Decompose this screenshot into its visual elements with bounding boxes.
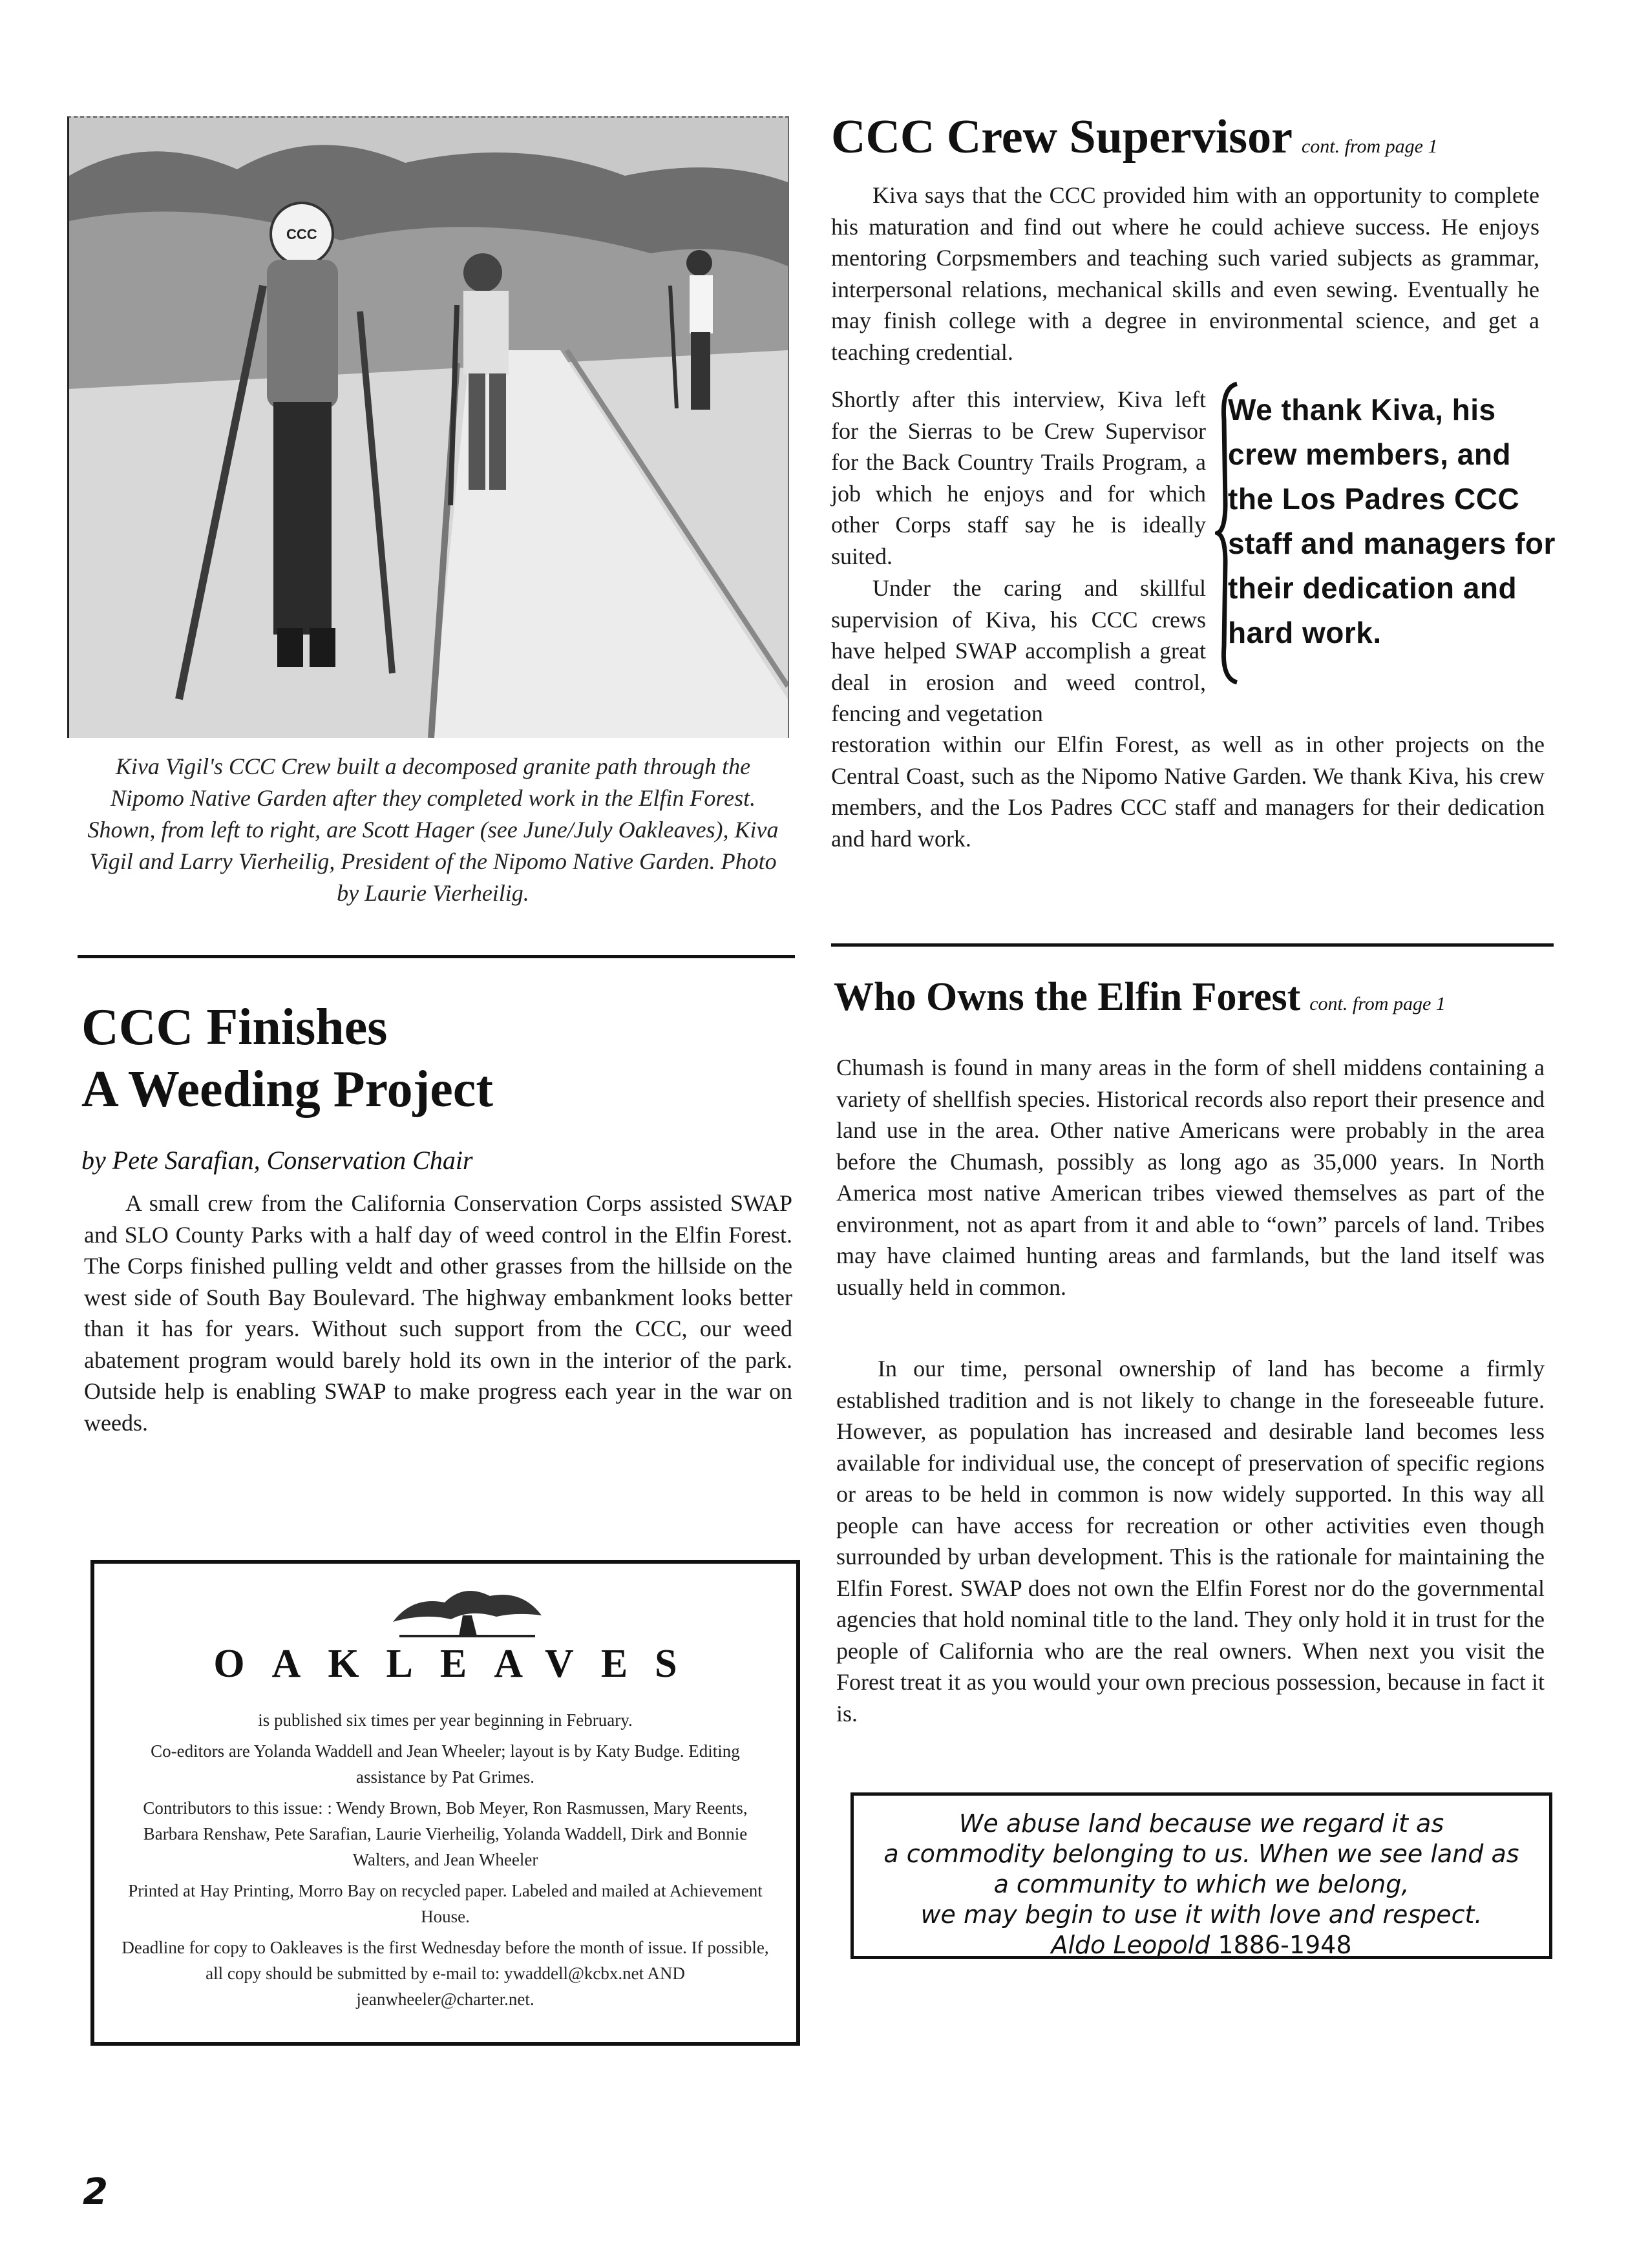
masthead-line-5: Deadline for copy to Oakleaves is the first Wednesday before the month of issue. If possible, all copy should be submitted by e-mail to: ywaddell@kcbx.net AND jeanwheeler@charter.net. — [121, 1938, 769, 2009]
masthead-line-3: Contributors to this issue: : Wendy Brown, Bob Meyer, Ron Rasmussen, Mary Reents, Barbara Renshaw, Pete Sarafian, Laurie Vierheilig, Yolanda Waddell, Dirk and Bonnie Walters, and Jean Wheeler — [143, 1798, 748, 1869]
masthead-line-2: Co-editors are Yolanda Waddell and Jean Wheeler; layout is by Katy Budge. Editing assistance by Pat Grimes. — [151, 1741, 740, 1787]
supervisor-cont: cont. from page 1 — [1301, 136, 1438, 157]
supervisor-paragraph-1: Kiva says that the CCC provided him with an opportunity to complete his maturation and find out where he could achieve success. He enjoys mentoring Corpsmembers and teaching such varied subjects as grammar, interpersonal relations, mechanical skills and even sewing. Eventually he may finish college with a degree in environmental science, and get a teaching credential. — [831, 182, 1539, 365]
supervisor-title: CCC Crew Supervisor — [831, 110, 1293, 163]
quote-attribution — [854, 1930, 1549, 1960]
masthead-box — [90, 1560, 800, 2046]
masthead-line-1: is published six times per year beginning in February. — [258, 1710, 633, 1730]
quote-line-4: we may begin to use it with love and respect. — [920, 1900, 1483, 1929]
supervisor-paragraph-3b: restoration within our Elfin Forest, as well as in other projects on the Central Coast, such as the Nipomo Native Garden. We thank Kiva, his crew members, and the Los Padres CCC staff and managers for their dedication and hard work. — [831, 731, 1545, 852]
page-number: 2 — [83, 2171, 108, 2213]
weeding-title-line-1: CCC Finishes — [81, 999, 388, 1056]
weeding-body: A small crew from the California Conservation Corps assisted SWAP and SLO County Parks with a half day of weed control in the Elfin Forest. The Corps finished pulling veldt and other grasses from the hillside on the west side of South Bay Boulevard. The highway embankment looks better than it has for years. Without such support from the CCC, our weed abatement program would barely hold its own in the interior of the park. Outside help is enabling SWAP to make progress each year in the war on weeds. — [84, 1190, 792, 1436]
owns-title: Who Owns the Elfin Forest — [834, 975, 1301, 1019]
masthead-line-4: Printed at Hay Printing, Morro Bay on recycled paper. Labeled and mailed at Achievement House. — [128, 1881, 763, 1926]
owns-heading — [834, 977, 1564, 1017]
pull-quote: We thank Kiva, his crew members, and the Los Padres CCC staff and managers for their dedication and hard work. — [1228, 393, 1556, 649]
quote-line-2: a commodity belonging to us. When we see land as — [883, 1840, 1519, 1868]
quote-line-3: a community to which we belong, — [993, 1870, 1410, 1898]
quote-line-1: We abuse land because we regard it as — [958, 1809, 1444, 1838]
crew-photo-illustration — [69, 118, 788, 738]
crew-photo — [67, 116, 789, 738]
divider-right — [831, 943, 1554, 947]
quote-years: 1886-1948 — [1218, 1931, 1352, 1959]
owns-cont: cont. from page 1 — [1309, 993, 1446, 1014]
helmet-label: CCC — [286, 226, 317, 242]
supervisor-heading — [831, 110, 1561, 163]
owns-paragraph-1: Chumash is found in many areas in the form of shell middens containing a variety of shellfish species. Historical records also report their presence and land use in the area. Other native Americans were probably in the area before the Chumash, possibly as long ago as 35,000 years. In North America most native American tribes viewed themselves as part of the environment, not as apart from it and able to “own” parcels of land. Tribes may have claimed hunting areas and farmlands, but the land itself was usually held in common. — [836, 1055, 1545, 1300]
owns-paragraph-2: In our time, personal ownership of land has become a firmly established tradition and is not likely to change in the foreseeable future. However, as population has increased and desirable land becomes less available for individual use, the concept of preservation of specific regions or areas to be held in common is now widely supported. In this way all people can have access for recreation or other activities even though surrounded by urban development. This is the rationale for maintaining the Elfin Forest. SWAP does not own the Elfin Forest nor do the governmental agencies that hold nominal title to the land. They only hold it in trust for the people of California who are the real owners. When next you visit the Forest treat it as you would your own precious possession, because in fact it is. — [836, 1356, 1545, 1727]
photo-caption: Kiva Vigil's CCC Crew built a decomposed granite path through the Nipomo Native Garden after they completed work in the Elfin Forest. Shown, from left to right, are Scott Hager (see June/July Oakleaves), Kiva Vigil and Larry Vierheilig, President of the Nipomo Native Garden. Photo by Laurie Vierheilig. — [87, 753, 779, 906]
supervisor-paragraph-2: Shortly after this interview, Kiva left for the Sierras to be Crew Supervisor for the Back Country Trails Program, a job which he enjoys and for which other Corps staff say he is ideally suited. — [831, 386, 1206, 569]
weeding-title-line-2: A Weeding Project — [81, 1061, 493, 1118]
leopold-quote-box — [850, 1792, 1552, 1959]
quote-author: Aldo Leopold — [1051, 1931, 1210, 1959]
supervisor-paragraph-3a: Under the caring and skillful supervision of Kiva, his CCC crews have helped SWAP accomplish a great deal in erosion and weed control, fencing and vegetation — [831, 575, 1206, 726]
masthead-text — [120, 1707, 770, 2017]
oak-tree-logo — [386, 1577, 548, 1641]
masthead-title: OAKLEAVES — [213, 1642, 704, 1686]
weeding-byline: by Pete Sarafian, Conservation Chair — [81, 1146, 473, 1175]
divider-left — [78, 955, 795, 958]
weeding-title — [81, 996, 792, 1120]
